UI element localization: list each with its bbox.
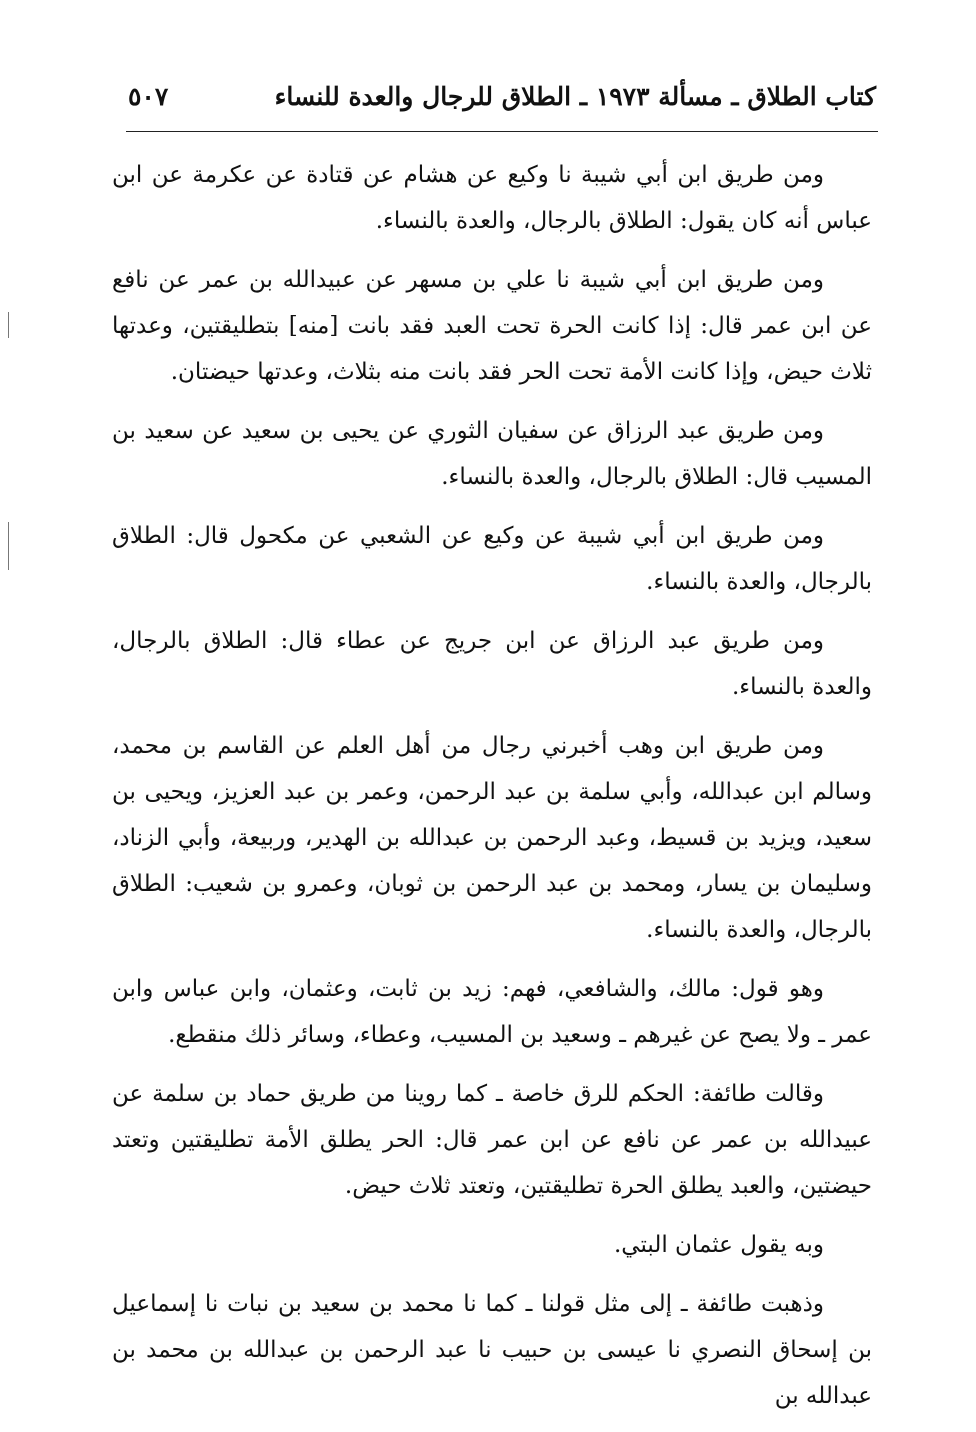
- paragraph: وقالت طائفة: الحكم للرق خاصة ـ كما روينا من طريق حماد بن سلمة عن عبيدالله بن عمر عن نافع عن ابن عمر قال: الحر يطلق الأمة تطليقتين وتعتد حيضتين، والعبد يطلق الحرة تطليقتين، وتعتد ثلاث حيض.: [112, 1081, 872, 1199]
- paragraph: ومن طريق ابن أبي شيبة عن وكيع عن الشعبي عن مكحول قال: الطلاق بالرجال، والعدة بالنساء.: [112, 523, 872, 595]
- page-header: [128, 82, 876, 122]
- paragraph: ومن طريق ابن وهب أخبرني رجال من أهل العلم عن القاسم بن محمد، وسالم ابن عبدالله، وأبي سلمة بن عبد الرحمن، وعمر بن عبد العزيز، ويحيى بن سعيد، ويزيد بن قسيط، وعبد الرحمن بن عبدالله بن الهدير، وربيعة، وأبي الزناد، وسليمان بن يسار، ومحمد بن عبد الرحمن بن ثوبان، وعمرو بن شعيب: الطلاق بالرجال، والعدة بالنساء.: [112, 733, 872, 943]
- paragraph: وذهبت طائفة ـ إلى مثل قولنا ـ كما نا محمد بن سعيد بن نبات نا إسماعيل بن إسحاق النصري نا عيسى بن حبيب نا عبد الرحمن بن عبدالله بن محمد بن عبدالله بن: [112, 1291, 872, 1409]
- scan-margin-mark: [8, 522, 9, 570]
- body-text: [112, 152, 872, 1432]
- paragraph: ومن طريق ابن أبي شيبة نا وكيع عن هشام عن قتادة عن عكرمة عن ابن عباس أنه كان يقول: الطلاق بالرجال، والعدة بالنساء.: [112, 162, 872, 234]
- paragraph: ومن طريق عبد الرزاق عن سفيان الثوري عن يحيى بن سعيد عن سعيد بن المسيب قال: الطلاق بالرجال، والعدة بالنساء.: [112, 418, 872, 490]
- paragraph: ومن طريق ابن أبي شيبة نا علي بن مسهر عن عبيدالله بن عمر عن نافع عن ابن عمر قال: إذا كانت الحرة تحت العبد فقد بانت [منه] بتطليقتين، وعدتها ثلاث حيض، وإذا كانت الأمة تحت الحر فقد بانت منه بثلاث، وعدتها حيضتان.: [112, 267, 872, 385]
- running-title: كتاب الطلاق ـ مسألة ١٩٧٣ ـ الطلاق للرجال والعدة للنساء: [274, 82, 876, 111]
- page-number: ٥٠٧: [128, 82, 169, 111]
- paragraph: وبه يقول عثمان البتي.: [613, 1232, 824, 1258]
- scan-margin-mark: [8, 312, 9, 338]
- header-divider: [126, 131, 878, 132]
- paragraph: ومن طريق عبد الرزاق عن ابن جريج عن عطاء قال: الطلاق بالرجال، والعدة بالنساء.: [112, 628, 872, 700]
- paragraph: وهو قول: مالك، والشافعي، فهم: زيد بن ثابت، وعثمان، وابن عباس وابن عمر ـ ولا يصح عن غيرهم ـ وسعيد بن المسيب، وعطاء، وسائر ذلك منقطع.: [112, 976, 872, 1048]
